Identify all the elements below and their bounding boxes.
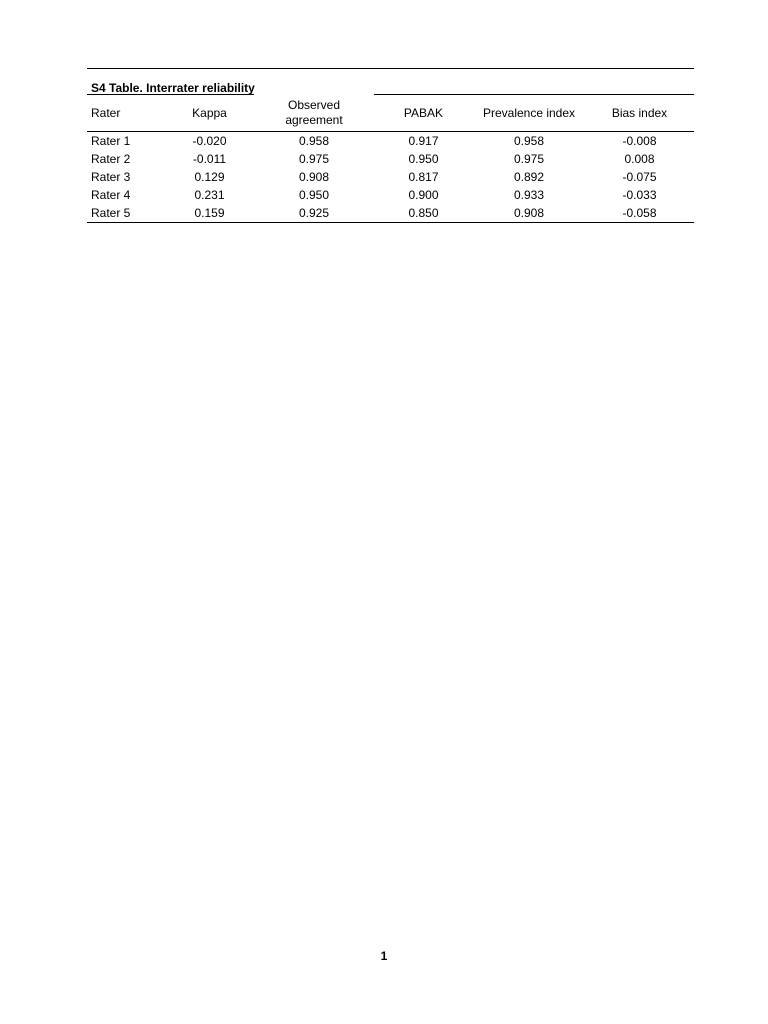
header-prevalence-index: Prevalence index (473, 95, 585, 132)
cell-kappa: 0.159 (165, 204, 254, 223)
reliability-table (87, 94, 694, 223)
cell-rater: Rater 3 (91, 170, 131, 184)
table-row (87, 168, 694, 186)
header-observed-agreement (254, 95, 374, 132)
cell-kappa: 0.231 (194, 188, 225, 202)
table-row (87, 150, 694, 168)
header-kappa: Kappa (165, 95, 254, 132)
cell-kappa: -0.020 (192, 134, 227, 148)
cell-rater: Rater 1 (91, 134, 131, 148)
cell-prevalence-index: 0.933 (513, 188, 545, 202)
header-rater: Rater (87, 95, 165, 132)
cell-rater: Rater 4 (91, 188, 131, 202)
cell-rater: Rater 5 (87, 204, 165, 223)
cell-prevalence-index: 0.908 (473, 204, 585, 223)
table-body (87, 132, 694, 223)
table-block (87, 68, 694, 223)
header-pabak: PABAK (374, 95, 473, 132)
cell-bias-index: -0.058 (585, 204, 694, 223)
table-header (87, 95, 694, 132)
cell-prevalence-index: 0.975 (513, 152, 545, 166)
cell-kappa: 0.129 (194, 170, 225, 184)
cell-observed-agreement: 0.908 (298, 170, 330, 184)
table-caption: S4 Table. Interrater reliability (91, 81, 255, 95)
cell-kappa: -0.011 (192, 152, 227, 166)
cell-pabak: 0.917 (408, 134, 439, 148)
header-row (87, 95, 694, 132)
cell-observed-agreement: 0.958 (298, 134, 330, 148)
cell-prevalence-index: 0.892 (513, 170, 545, 184)
cell-bias-index: -0.008 (622, 134, 657, 148)
header-observed-line2: agreement (285, 112, 343, 127)
cell-prevalence-index: 0.958 (513, 134, 545, 148)
cell-observed-agreement: 0.975 (298, 152, 330, 166)
header-bias-index: Bias index (585, 95, 694, 132)
cell-pabak: 0.850 (374, 204, 473, 223)
table-row (87, 204, 694, 223)
cell-pabak: 0.817 (408, 170, 439, 184)
page-number: 1 (380, 949, 388, 963)
table-row (87, 186, 694, 204)
cell-pabak: 0.900 (408, 188, 439, 202)
cell-observed-agreement: 0.950 (298, 188, 330, 202)
table-row (87, 132, 694, 151)
cell-rater: Rater 2 (91, 152, 131, 166)
cell-pabak: 0.950 (408, 152, 439, 166)
cell-bias-index: 0.008 (624, 152, 655, 166)
cell-bias-index: -0.033 (622, 188, 657, 202)
cell-bias-index: -0.075 (622, 170, 657, 184)
cell-observed-agreement: 0.925 (254, 204, 374, 223)
header-observed-line1: Observed (287, 97, 341, 112)
